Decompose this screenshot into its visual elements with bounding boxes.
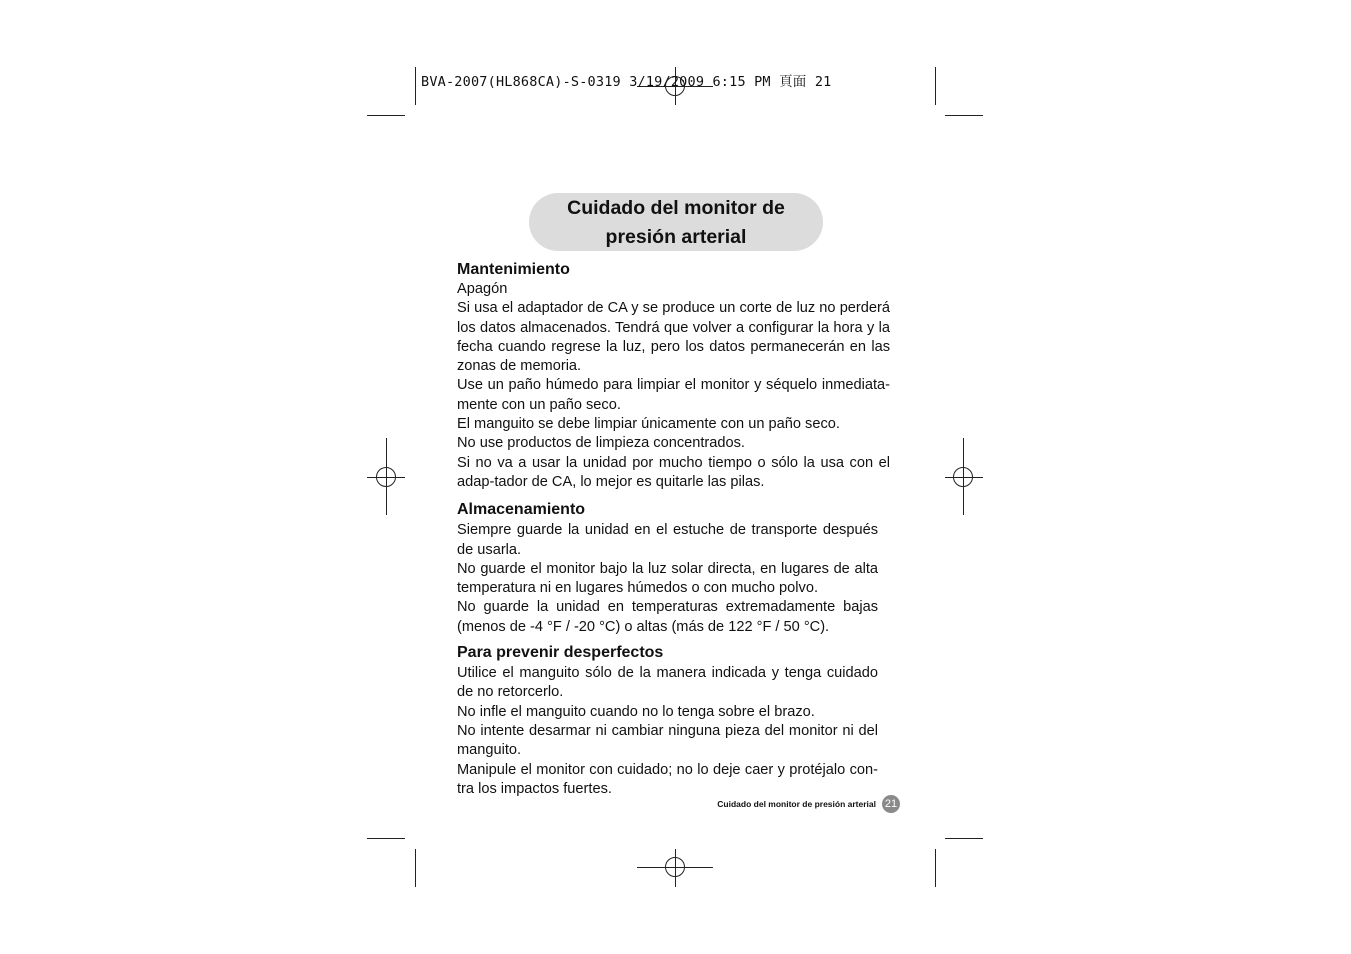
crop-mark-top-left-vertical bbox=[415, 67, 416, 105]
crop-mark-top-right-horizontal bbox=[945, 115, 983, 116]
paragraph: Si no va a usar la unidad por mucho tiempo o sólo la usa con el adap-tador de CA, lo mejor es quitarle las pilas. bbox=[457, 454, 890, 490]
paragraph: Apagón bbox=[457, 281, 508, 297]
page-title bbox=[529, 193, 823, 251]
paragraph: Utilice el manguito sólo de la manera indicada y tenga cuidado de no retorcerlo. bbox=[457, 665, 878, 701]
crop-mark-bottom-right-horizontal bbox=[945, 838, 983, 839]
main-content bbox=[457, 260, 890, 805]
paragraph: Si usa el adaptador de CA y se produce un corte de luz no perderá los datos almacenados. Tendrá que volver a configurar la hora y la fecha cuando regrese la luz, pero los datos permanecerán en las zonas de memoria. bbox=[457, 300, 890, 375]
page-footer bbox=[600, 797, 900, 817]
paragraph: No use productos de limpieza concentrados. bbox=[457, 435, 745, 452]
footer-running-title: Cuidado del monitor de presión arterial bbox=[717, 799, 876, 809]
section-heading: Almacenamiento bbox=[457, 501, 586, 519]
print-slug: BVA-2007(HL868CA)-S-0319 3/19/2009 6:15 PM 頁面 21 bbox=[421, 74, 832, 90]
paragraph: Siempre guarde la unidad en el estuche de transporte después de usarla. bbox=[457, 522, 878, 558]
paragraph: No intente desarmar ni cambiar ninguna pieza del monitor ni del manguito. bbox=[457, 722, 878, 759]
section-heading: Mantenimiento bbox=[457, 261, 570, 278]
crop-mark-bottom-left-horizontal bbox=[367, 838, 405, 839]
paragraph: No guarde el monitor bajo la luz solar directa, en lugares de alta temperatura ni en lugares húmedos o con mucho polvo. bbox=[457, 560, 878, 597]
paragraph: Manipule el monitor con cuidado; no lo deje caer y protéjalo con-tra los impactos fuertes. bbox=[457, 761, 878, 797]
crop-mark-bottom-left-vertical bbox=[415, 849, 416, 887]
page-title-line-2: presión arterial bbox=[605, 226, 747, 248]
paragraph: El manguito se debe limpiar únicamente con un paño seco. bbox=[457, 416, 840, 433]
section-almacenamiento bbox=[457, 500, 890, 637]
page-number-badge: 21 bbox=[882, 795, 900, 813]
section-mantenimiento bbox=[457, 260, 890, 492]
crop-mark-bottom-right-vertical bbox=[935, 849, 936, 887]
section-heading: Para prevenir desperfectos bbox=[457, 644, 664, 662]
crop-mark-top-left-horizontal bbox=[367, 115, 405, 116]
paragraph: No guarde la unidad en temperaturas extremadamente bajas (menos de -4 °F / -20 °C) o altas (más de 122 °F / 50 °C). bbox=[457, 599, 878, 635]
page-title-line-1: Cuidado del monitor de bbox=[567, 197, 785, 219]
paragraph: No infle el manguito cuando no lo tenga sobre el brazo. bbox=[457, 703, 815, 720]
paragraph: Use un paño húmedo para limpiar el monitor y séquelo inmediata-mente con un paño seco. bbox=[457, 377, 890, 413]
crop-mark-top-right-vertical bbox=[935, 67, 936, 105]
section-prevenir-desperfectos bbox=[457, 643, 890, 799]
